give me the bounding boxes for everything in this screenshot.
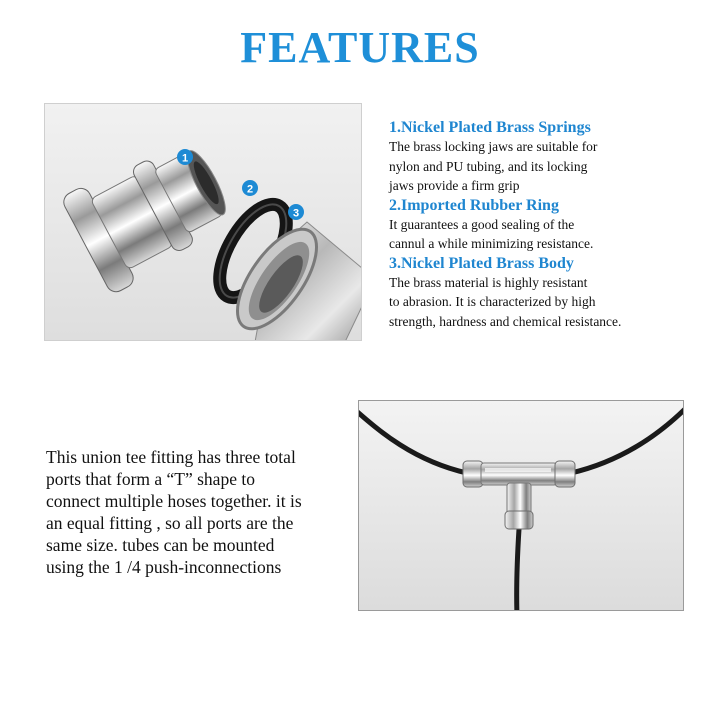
tee-fitting-photo xyxy=(358,400,684,611)
part-marker-3 xyxy=(288,204,304,220)
part-marker-2 xyxy=(242,180,258,196)
svg-text:1: 1 xyxy=(181,152,189,165)
tube-down xyxy=(517,529,519,611)
exploded-fitting-photo xyxy=(44,103,362,341)
svg-text:2: 2 xyxy=(246,183,254,196)
svg-text:3: 3 xyxy=(292,207,300,220)
brass-body-part xyxy=(222,217,362,341)
part-marker-1 xyxy=(177,149,193,165)
feature-heading: 3.Nickel Plated Brass Body xyxy=(389,254,574,272)
tube-left xyxy=(359,409,467,473)
feature-body: It guarantees a good sealing of the cannul a while minimizing resistance. xyxy=(389,216,594,251)
product-description: This union tee fitting has three total ports that form a “T” shape to connect multiple hoses together. it is an equal fitting , so all ports are the same size. tubes can be mounted using the 1 /4 push-inconnections xyxy=(46,447,302,577)
feature-list xyxy=(389,118,689,331)
feature-heading: 2.Imported Rubber Ring xyxy=(389,196,559,214)
feature-item xyxy=(389,196,689,254)
feature-body: The brass material is highly resistant to abrasion. It is characterized by high strength, hardness and chemical resistance. xyxy=(389,274,622,329)
tube-right xyxy=(571,403,684,473)
feature-heading: 1.Nickel Plated Brass Springs xyxy=(389,119,591,136)
tee-fitting xyxy=(463,461,575,529)
brass-spring-part xyxy=(60,130,241,296)
feature-body: The brass locking jaws are suitable for nylon and PU tubing, and its locking jaws provide a firm grip xyxy=(389,139,598,193)
page-title: FEATURES xyxy=(240,23,480,72)
feature-item xyxy=(389,118,689,196)
feature-item xyxy=(389,254,689,332)
